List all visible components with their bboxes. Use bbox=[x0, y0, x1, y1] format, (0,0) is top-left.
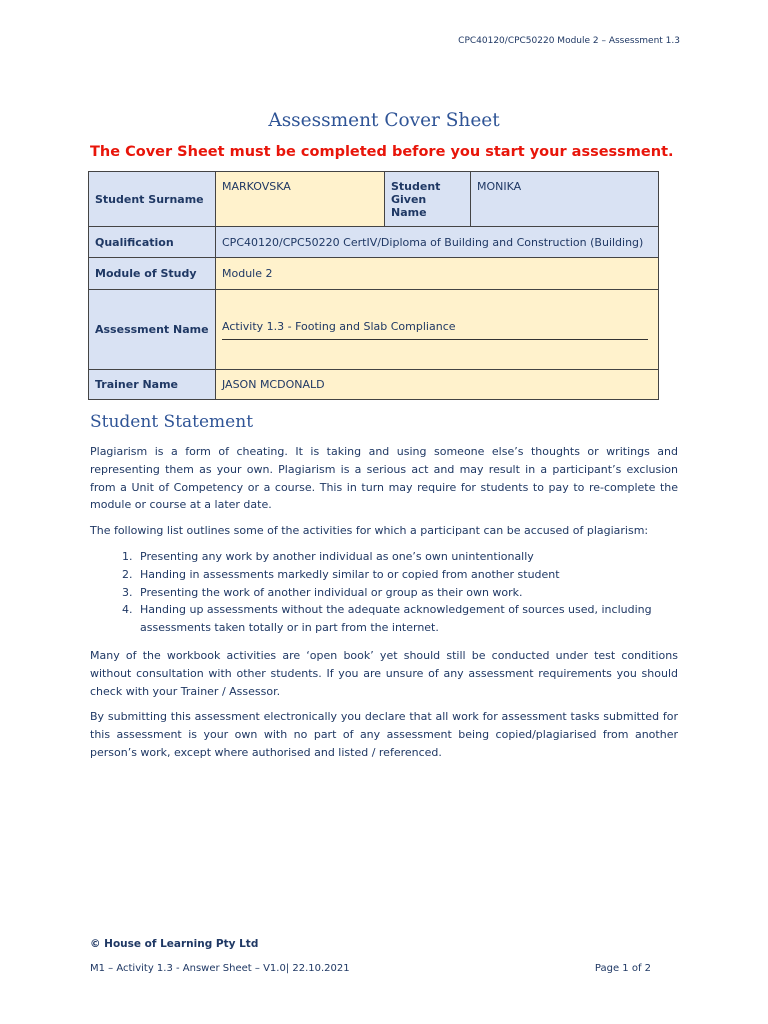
trainer-name-value[interactable]: JASON MCDONALD bbox=[216, 370, 659, 400]
table-row bbox=[89, 258, 659, 290]
open-book-paragraph: Many of the workbook activities are ‘open book’ yet should still be conducted under test conditions without consultation with other students. If you are unsure of any assessment requirements you should check with your Trainer / Assessor. bbox=[90, 648, 678, 698]
list-item: 1. Presenting any work by another individual as one’s own unintentionally bbox=[136, 548, 678, 566]
qualification-label: Qualification bbox=[89, 227, 216, 258]
trainer-name-label: Trainer Name bbox=[89, 370, 216, 400]
activities-intro-paragraph: The following list outlines some of the activities for which a participant can be accused of plagiarism: bbox=[90, 524, 649, 538]
table-row bbox=[89, 290, 659, 370]
module-value[interactable]: Module 2 bbox=[216, 258, 659, 290]
qualification-value[interactable]: CPC40120/CPC50220 CertIV/Diploma of Building and Construction (Building) bbox=[216, 227, 659, 258]
assessment-name-cell[interactable] bbox=[216, 290, 659, 370]
list-item: 3. Presenting the work of another individual or group as their own work. bbox=[136, 584, 678, 602]
student-given-name-label: Student Given Name bbox=[385, 172, 471, 227]
declaration-paragraph: By submitting this assessment electronically you declare that all work for assessment tasks submitted for this assessment is your own with no part of any assessment being copied/plagiarised from another person’s work, except where authorised and listed / referenced. bbox=[90, 710, 678, 759]
student-given-name-value[interactable]: MONIKA bbox=[471, 172, 659, 227]
table-row bbox=[89, 172, 659, 227]
list-item: 4. Handing up assessments without the adequate acknowledgement of sources used, including assessments taken totally or in part from the internet. bbox=[136, 601, 678, 637]
header-reference: CPC40120/CPC50220 Module 2 – Assessment 1.3 bbox=[458, 36, 680, 46]
page-number: Page 1 of 2 bbox=[594, 963, 651, 974]
student-statement-heading: Student Statement bbox=[90, 412, 254, 432]
cover-sheet-warning: The Cover Sheet must be completed before you start your assessment. bbox=[90, 144, 674, 160]
student-statement-body bbox=[90, 443, 678, 770]
copyright-notice: © House of Learning Pty Ltd bbox=[90, 938, 259, 950]
module-label: Module of Study bbox=[89, 258, 216, 290]
student-surname-value[interactable]: MARKOVSKA bbox=[216, 172, 385, 227]
assessment-name-label: Assessment Name bbox=[89, 290, 216, 370]
table-row bbox=[89, 227, 659, 258]
list-item: 2. Handing in assessments markedly similar to or copied from another student bbox=[136, 566, 678, 584]
footer-document-info: M1 – Activity 1.3 - Answer Sheet – V1.0| 22.10.2021 bbox=[90, 963, 350, 974]
table-row bbox=[89, 370, 659, 400]
assessment-name-value[interactable]: Activity 1.3 - Footing and Slab Compliance bbox=[222, 320, 648, 340]
cover-sheet-table bbox=[88, 171, 659, 400]
page-title: Assessment Cover Sheet bbox=[268, 110, 500, 131]
plagiarism-definition-paragraph: Plagiarism is a form of cheating. It is taking and using someone else’s thoughts or writings and representing them as your own. Plagiarism is a serious act and may result in a participant’s exclusion from a Unit of Competency or a course. This in turn may require for students to pay to re-complete the module or course at a later date. bbox=[90, 445, 678, 512]
student-surname-label: Student Surname bbox=[89, 172, 216, 227]
plagiarism-activities-list bbox=[90, 548, 678, 637]
